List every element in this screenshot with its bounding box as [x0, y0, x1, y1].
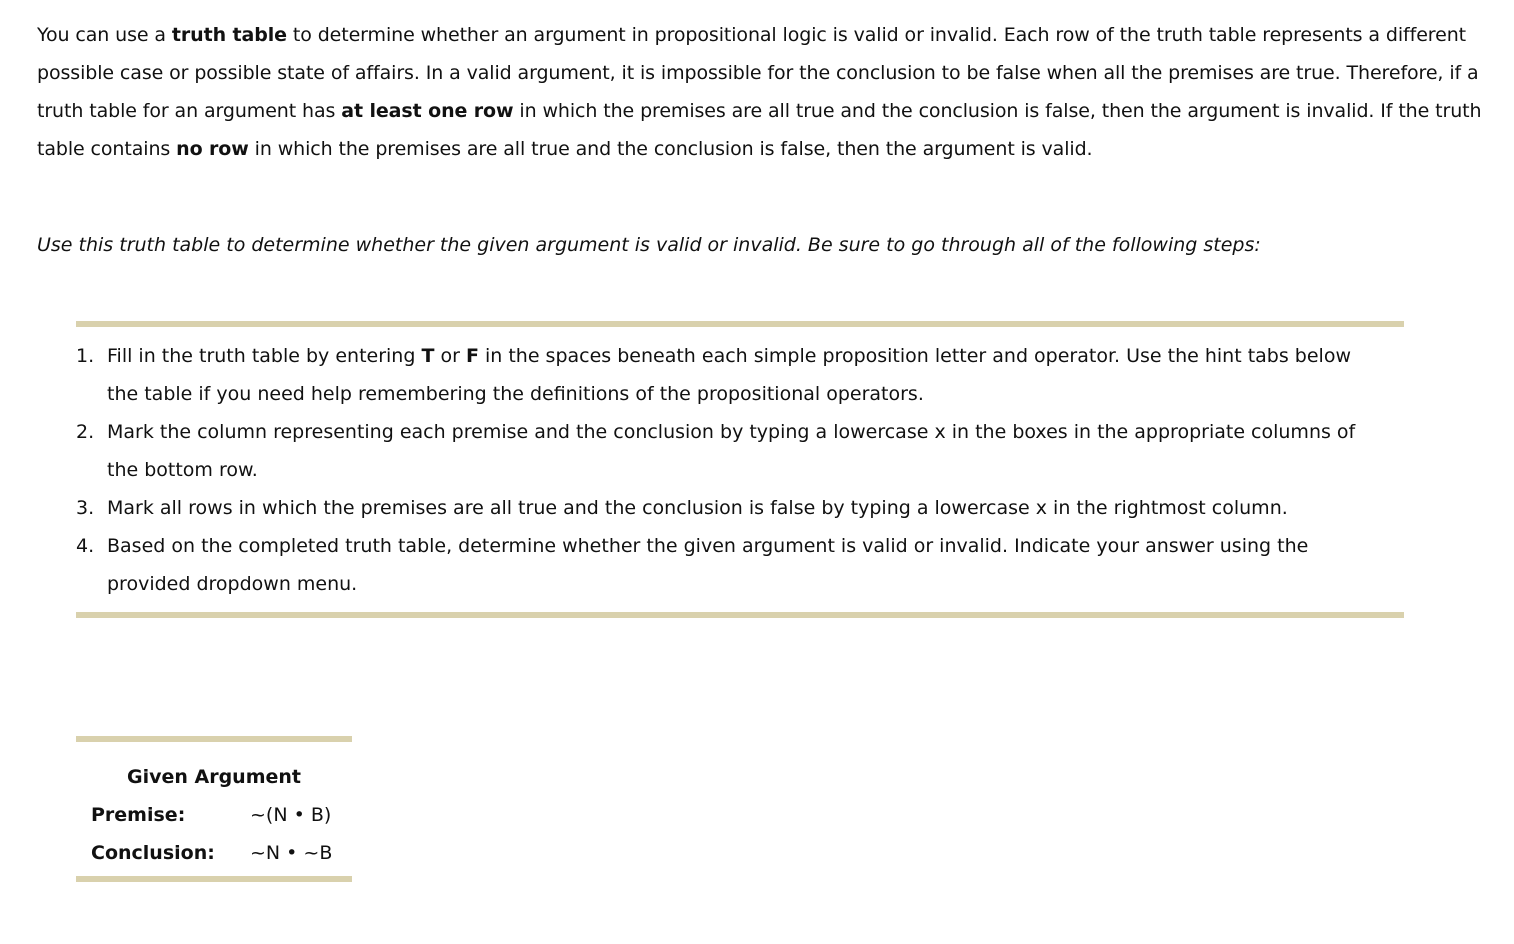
conclusion-label: Conclusion: [91, 842, 215, 864]
given-argument-box [76, 736, 352, 882]
steps-box [76, 321, 1404, 618]
steps-list [76, 337, 1386, 603]
step-item-4 [76, 527, 1386, 603]
premise-value: ~(N • B) [250, 804, 332, 826]
instruction-text: Use this truth table to determine whether the given argument is valid or invalid. Be sure to go through all of the following steps: [37, 234, 1261, 256]
step-text: in the spaces beneath each simple proposition letter and operator. Use the hint tabs below the table if you need help remembering the definitions of the propositional operators. [107, 345, 1352, 405]
step-bold-t: T [421, 345, 435, 367]
intro-text-4: in which the premises are all true and the conclusion is false, then the argument is valid. [248, 138, 1093, 160]
intro-bold-truth-table: truth table [171, 24, 287, 46]
step-item-3 [76, 489, 1386, 527]
intro-text-2: to determine whether an argument in propositional logic is valid or invalid. Each row of the truth table represents a different possible case or possible state of affairs. In a valid argument, it is impossible for the conclusion to be false when all the premises are true. Therefore, if a truth table for an argument has [37, 24, 1479, 122]
step-item-1 [76, 337, 1386, 413]
step-number: 4. [76, 535, 95, 557]
intro-bold-no-row: no row [176, 138, 249, 160]
step-number: 2. [76, 421, 95, 443]
intro-text-1: You can use a [37, 24, 172, 46]
step-text: or [434, 345, 466, 367]
step-number: 3. [76, 497, 95, 519]
step-bold-f: F [465, 345, 479, 367]
intro-text-3: in which the premises are all true and the conclusion is false, then the argument is invalid. If the truth table contains [37, 100, 1482, 160]
step-number: 1. [76, 345, 95, 367]
intro-paragraph [37, 16, 1487, 168]
step-text: Fill in the truth table by entering [107, 345, 422, 367]
step-text: Based on the completed truth table, determine whether the given argument is valid or invalid. Indicate your answer using the provided dropdown menu. [107, 535, 1309, 595]
conclusion-value: ~N • ~B [250, 842, 333, 864]
premise-label: Premise: [91, 804, 186, 826]
given-argument-title: Given Argument [126, 766, 301, 788]
step-item-2 [76, 413, 1386, 489]
step-text: Mark all rows in which the premises are all true and the conclusion is false by typing a lowercase x in the rightmost column. [107, 497, 1288, 519]
step-text: Mark the column representing each premise and the conclusion by typing a lowercase x in the boxes in the appropriate columns of the bottom row. [107, 421, 1356, 481]
intro-bold-at-least-one-row: at least one row [341, 100, 514, 122]
